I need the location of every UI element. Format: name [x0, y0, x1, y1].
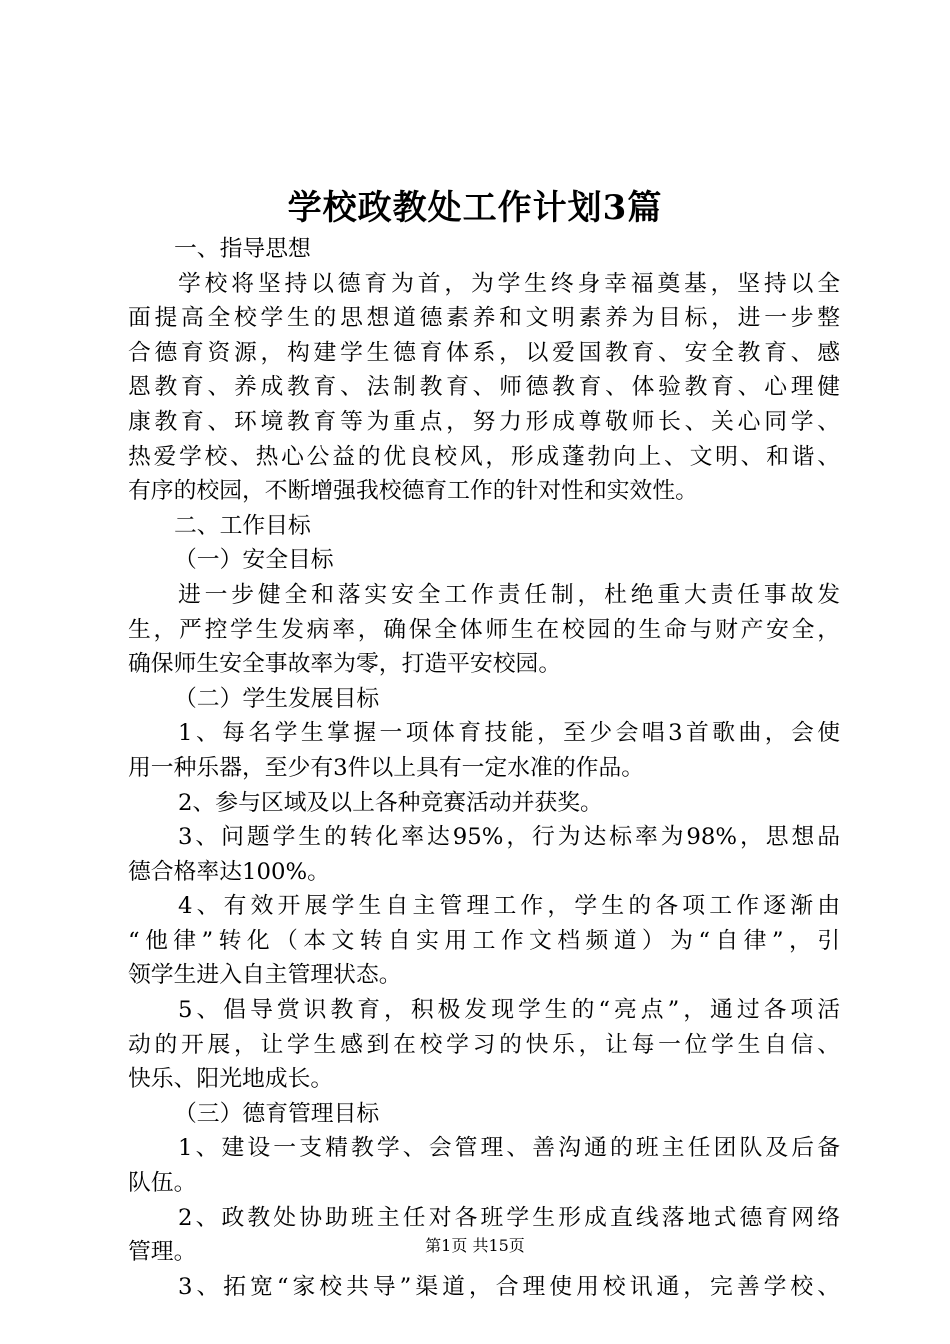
paragraph-line: 进一步健全和落实安全工作责任制，杜绝重大责任事故发 [178, 581, 840, 608]
paragraph-line: 恩教育、养成教育、法制教育、师德教育、体验教育、心理健 [128, 374, 840, 401]
paragraph-line: 快乐、阳光地成长。 [128, 1066, 334, 1093]
paragraph-line: 确保师生安全事故率为零，打造平安校园。 [128, 651, 562, 678]
paragraph-line: 热爱学校、热心公益的优良校风，形成蓬勃向上、文明、和谐、 [128, 443, 840, 470]
paragraph-line: 合德育资源，构建学生德育体系，以爱国教育、安全教育、感 [128, 339, 840, 366]
paragraph-line: 1、每名学生掌握一项体育技能，至少会唱3首歌曲，会使 [178, 720, 840, 747]
section-heading: （一）安全目标 [174, 547, 334, 574]
section-heading: 一、指导思想 [174, 236, 311, 262]
paragraph-line: 5、倡导赏识教育，积极发现学生的“亮点”，通过各项活 [178, 997, 840, 1024]
paragraph-line: 2、参与区域及以上各种竞赛活动并获奖。 [178, 789, 603, 816]
paragraph-line: 领学生进入自主管理状态。 [128, 962, 402, 989]
paragraph-line: 4、有效开展学生自主管理工作，学生的各项工作逐渐由 [178, 893, 840, 920]
paragraph-line: 生，严控学生发病率，确保全体师生在校园的生命与财产安全， [128, 616, 840, 643]
paragraph-line: 动的开展，让学生感到在校学习的快乐，让每一位学生自信、 [128, 1031, 840, 1058]
paragraph-line: 2、政教处协助班主任对各班学生形成直线落地式德育网络 [178, 1204, 840, 1231]
paragraph-line: 面提高全校学生的思想道德素养和文明素养为目标，进一步整 [128, 305, 840, 332]
paragraph-line: 德合格率达100%。 [128, 858, 330, 885]
paragraph-line: 3、拓宽“家校共导”渠道，合理使用校讯通，完善学校、 [178, 1273, 840, 1300]
document-body [128, 232, 840, 1304]
paragraph-line: 管理。 [128, 1239, 197, 1266]
paragraph-line: 用一种乐器，至少有3件以上具有一定水准的作品。 [128, 754, 645, 781]
paragraph-line: 学校将坚持以德育为首，为学生终身幸福奠基，坚持以全 [178, 270, 840, 297]
section-heading: （二）学生发展目标 [174, 685, 380, 712]
paragraph-line: 3、问题学生的转化率达95%，行为达标率为98%，思想品 [178, 824, 840, 851]
section-heading: （三）德育管理目标 [174, 1100, 380, 1127]
document-title: 学校政教处工作计划3篇 [287, 188, 663, 228]
section-heading: 二、工作目标 [174, 512, 311, 539]
page-footer: 第1页 共15页 [425, 1236, 525, 1255]
paragraph-line: 有序的校园，不断增强我校德育工作的针对性和实效性。 [128, 478, 698, 505]
paragraph-line: 康教育、环境教育等为重点，努力形成尊敬师长、关心同学、 [128, 408, 840, 435]
paragraph-line: 1、建设一支精教学、会管理、善沟通的班主任团队及后备 [178, 1135, 840, 1162]
paragraph-line: “他律”转化（本文转自实用工作文档频道）为“自律”，引 [128, 927, 840, 954]
paragraph-line: 队伍。 [128, 1170, 197, 1197]
